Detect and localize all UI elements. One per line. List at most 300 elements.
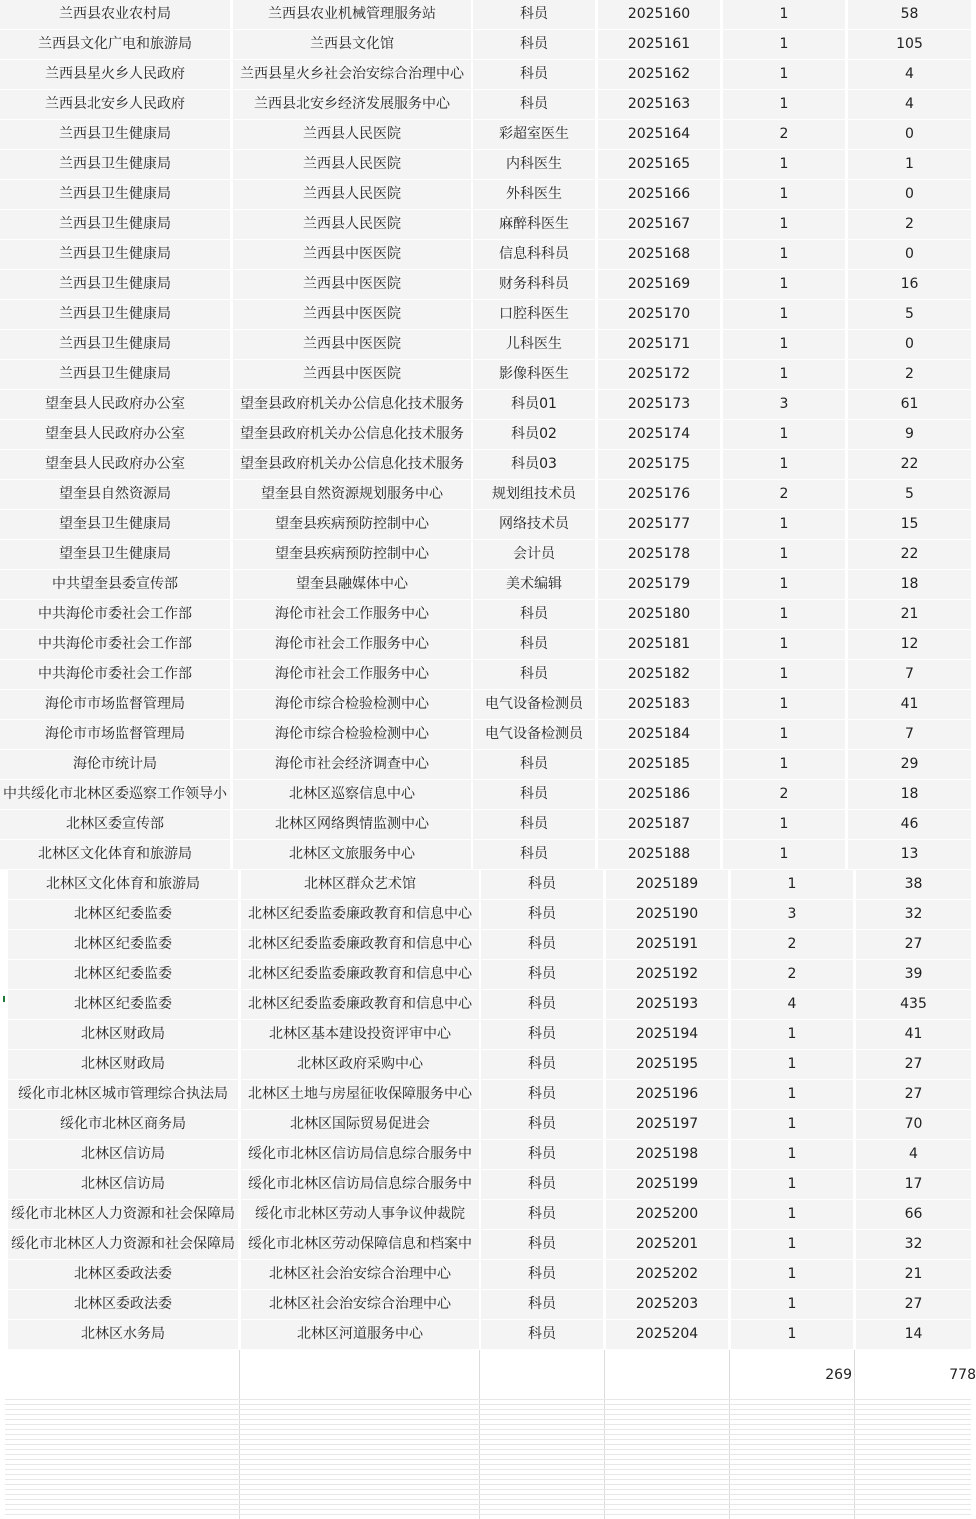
department-cell[interactable]: 北林区纪委监委 — [8, 960, 238, 989]
applicants-cell[interactable]: 46 — [848, 810, 971, 839]
unit-cell[interactable]: 兰西县北安乡经济发展服务中心 — [233, 90, 471, 119]
table-row — [0, 270, 971, 299]
code-cell[interactable]: 2025186 — [598, 780, 720, 809]
department-cell[interactable]: 兰西县农业农村局 — [0, 0, 230, 29]
department-cell[interactable]: 北林区文化体育和旅游局 — [8, 870, 238, 899]
department-cell[interactable]: 海伦市市场监督管理局 — [0, 720, 230, 749]
unit-cell[interactable]: 绥化市北林区信访局信息综合服务中 — [241, 1140, 479, 1169]
table-row — [0, 990, 971, 1019]
applicants-cell[interactable]: 0 — [848, 240, 971, 269]
code-cell[interactable]: 2025194 — [606, 1020, 728, 1049]
position-cell[interactable]: 信息科科员 — [473, 240, 595, 269]
position-cell[interactable]: 影像科医生 — [473, 360, 595, 389]
position-cell[interactable]: 科员 — [481, 1290, 603, 1319]
position-cell[interactable]: 科员 — [481, 930, 603, 959]
openings-cell[interactable]: 1 — [723, 240, 845, 269]
unit-cell[interactable]: 海伦市综合检验检测中心 — [233, 720, 471, 749]
table-row — [0, 660, 971, 689]
code-cell[interactable]: 2025188 — [598, 840, 720, 869]
code-cell[interactable]: 2025184 — [598, 720, 720, 749]
table-row — [0, 1320, 971, 1349]
code-cell[interactable]: 2025200 — [606, 1200, 728, 1229]
applicants-cell[interactable]: 18 — [848, 570, 971, 599]
unit-cell[interactable]: 海伦市社会工作服务中心 — [233, 660, 471, 689]
department-cell[interactable]: 绥化市北林区城市管理综合执法局 — [8, 1080, 238, 1109]
table-row — [0, 960, 971, 989]
department-cell[interactable]: 兰西县卫生健康局 — [0, 120, 230, 149]
department-cell[interactable]: 望奎县人民政府办公室 — [0, 390, 230, 419]
code-cell[interactable]: 2025181 — [598, 630, 720, 659]
applicants-cell[interactable]: 4 — [856, 1140, 971, 1169]
position-cell[interactable]: 科员 — [473, 90, 595, 119]
openings-cell[interactable]: 1 — [723, 690, 845, 719]
position-cell[interactable]: 科员02 — [473, 420, 595, 449]
code-cell[interactable]: 2025191 — [606, 930, 728, 959]
applicants-cell[interactable]: 66 — [856, 1200, 971, 1229]
unit-cell[interactable]: 绥化市北林区劳动保障信息和档案中 — [241, 1230, 479, 1259]
unit-cell[interactable]: 北林区纪委监委廉政教育和信息中心 — [241, 900, 479, 929]
table-row — [0, 150, 971, 179]
code-cell[interactable]: 2025193 — [606, 990, 728, 1019]
openings-cell[interactable]: 1 — [723, 210, 845, 239]
table-row — [0, 0, 971, 29]
code-cell[interactable]: 2025166 — [598, 180, 720, 209]
department-cell[interactable]: 北林区委宣传部 — [0, 810, 230, 839]
applicants-cell[interactable]: 27 — [856, 1050, 971, 1079]
unit-cell[interactable]: 兰西县人民医院 — [233, 180, 471, 209]
applicants-cell[interactable]: 4 — [848, 60, 971, 89]
table-row — [0, 1230, 971, 1259]
table-row — [0, 60, 971, 89]
applicants-cell[interactable]: 29 — [848, 750, 971, 779]
openings-cell[interactable]: 1 — [731, 1140, 853, 1169]
unit-cell[interactable]: 兰西县文化馆 — [233, 30, 471, 59]
department-cell[interactable]: 绥化市北林区商务局 — [8, 1110, 238, 1139]
unit-cell[interactable]: 兰西县中医医院 — [233, 270, 471, 299]
table-row — [0, 1200, 971, 1229]
applicants-cell[interactable]: 41 — [848, 690, 971, 719]
unit-cell[interactable]: 望奎县政府机关办公信息化技术服务 — [233, 390, 471, 419]
openings-cell[interactable]: 1 — [731, 1080, 853, 1109]
position-cell[interactable]: 财务科科员 — [473, 270, 595, 299]
openings-cell[interactable]: 2 — [723, 480, 845, 509]
openings-cell[interactable]: 1 — [723, 840, 845, 869]
code-cell[interactable]: 2025183 — [598, 690, 720, 719]
applicants-cell[interactable]: 0 — [848, 330, 971, 359]
department-cell[interactable]: 兰西县卫生健康局 — [0, 360, 230, 389]
unit-cell[interactable]: 绥化市北林区信访局信息综合服务中 — [241, 1170, 479, 1199]
unit-cell[interactable]: 海伦市社会经济调查中心 — [233, 750, 471, 779]
position-cell[interactable]: 内科医生 — [473, 150, 595, 179]
unit-cell[interactable]: 望奎县疾病预防控制中心 — [233, 540, 471, 569]
applicants-cell[interactable]: 4 — [848, 90, 971, 119]
applicants-cell[interactable]: 17 — [856, 1170, 971, 1199]
department-cell[interactable]: 望奎县自然资源局 — [0, 480, 230, 509]
openings-cell[interactable]: 1 — [723, 660, 845, 689]
openings-cell[interactable]: 3 — [731, 900, 853, 929]
table-row — [0, 510, 971, 539]
table-row — [0, 330, 971, 359]
department-cell[interactable]: 北林区文化体育和旅游局 — [0, 840, 230, 869]
position-cell[interactable]: 科员 — [473, 30, 595, 59]
openings-cell[interactable]: 1 — [723, 450, 845, 479]
department-cell[interactable]: 望奎县人民政府办公室 — [0, 450, 230, 479]
department-cell[interactable]: 中共绥化市北林区委巡察工作领导小 — [0, 780, 230, 809]
position-cell[interactable]: 科员 — [481, 1200, 603, 1229]
code-cell[interactable]: 2025203 — [606, 1290, 728, 1319]
applicants-cell[interactable]: 39 — [856, 960, 971, 989]
position-cell[interactable]: 科员 — [481, 1140, 603, 1169]
openings-cell[interactable]: 1 — [723, 810, 845, 839]
department-cell[interactable]: 望奎县卫生健康局 — [0, 540, 230, 569]
position-cell[interactable]: 科员 — [481, 870, 603, 899]
openings-cell[interactable]: 1 — [731, 1020, 853, 1049]
openings-cell[interactable]: 2 — [723, 780, 845, 809]
unit-cell[interactable]: 北林区河道服务中心 — [241, 1320, 479, 1349]
table-row — [0, 810, 971, 839]
openings-cell[interactable]: 1 — [723, 720, 845, 749]
table-row — [0, 390, 971, 419]
position-cell[interactable]: 科员 — [481, 990, 603, 1019]
openings-cell[interactable]: 1 — [723, 330, 845, 359]
applicants-cell[interactable]: 15 — [848, 510, 971, 539]
applicants-cell[interactable]: 70 — [856, 1110, 971, 1139]
position-cell[interactable]: 科员 — [481, 900, 603, 929]
department-cell[interactable]: 中共海伦市委社会工作部 — [0, 630, 230, 659]
applicants-cell[interactable]: 2 — [848, 360, 971, 389]
code-cell[interactable]: 2025201 — [606, 1230, 728, 1259]
department-cell[interactable]: 兰西县卫生健康局 — [0, 300, 230, 329]
code-cell[interactable]: 2025168 — [598, 240, 720, 269]
table-row — [0, 450, 971, 479]
department-cell[interactable]: 北林区水务局 — [8, 1320, 238, 1349]
department-cell[interactable]: 兰西县北安乡人民政府 — [0, 90, 230, 119]
department-cell[interactable]: 兰西县卫生健康局 — [0, 180, 230, 209]
unit-cell[interactable]: 北林区文旅服务中心 — [233, 840, 471, 869]
unit-cell[interactable]: 兰西县中医医院 — [233, 300, 471, 329]
code-cell[interactable]: 2025202 — [606, 1260, 728, 1289]
unit-cell[interactable]: 望奎县政府机关办公信息化技术服务 — [233, 420, 471, 449]
code-cell[interactable]: 2025171 — [598, 330, 720, 359]
unit-cell[interactable]: 北林区基本建设投资评审中心 — [241, 1020, 479, 1049]
openings-cell[interactable]: 1 — [723, 30, 845, 59]
department-cell[interactable]: 兰西县卫生健康局 — [0, 240, 230, 269]
total-positions-cell[interactable] — [730, 1352, 852, 1398]
unit-cell[interactable]: 望奎县政府机关办公信息化技术服务 — [233, 450, 471, 479]
applicants-cell[interactable]: 22 — [848, 540, 971, 569]
unit-cell[interactable]: 海伦市综合检验检测中心 — [233, 690, 471, 719]
applicants-cell[interactable]: 5 — [848, 300, 971, 329]
unit-cell[interactable]: 兰西县星火乡社会治安综合治理中心 — [233, 60, 471, 89]
position-cell[interactable]: 科员 — [473, 600, 595, 629]
applicants-cell[interactable]: 2 — [848, 210, 971, 239]
position-cell[interactable]: 会计员 — [473, 540, 595, 569]
unit-cell[interactable]: 望奎县融媒体中心 — [233, 570, 471, 599]
position-cell[interactable]: 麻醉科医生 — [473, 210, 595, 239]
position-cell[interactable]: 科员 — [481, 1260, 603, 1289]
applicants-cell[interactable]: 0 — [848, 120, 971, 149]
department-cell[interactable]: 兰西县卫生健康局 — [0, 270, 230, 299]
code-cell[interactable]: 2025167 — [598, 210, 720, 239]
table-row — [0, 240, 971, 269]
unit-cell[interactable]: 兰西县人民医院 — [233, 150, 471, 179]
applicants-cell[interactable]: 12 — [848, 630, 971, 659]
position-cell[interactable]: 彩超室医生 — [473, 120, 595, 149]
applicants-cell[interactable]: 27 — [856, 930, 971, 959]
unit-cell[interactable]: 兰西县人民医院 — [233, 120, 471, 149]
code-cell[interactable]: 2025179 — [598, 570, 720, 599]
position-cell[interactable]: 口腔科医生 — [473, 300, 595, 329]
code-cell[interactable]: 2025172 — [598, 360, 720, 389]
openings-cell[interactable]: 3 — [723, 390, 845, 419]
openings-cell[interactable]: 2 — [731, 930, 853, 959]
department-cell[interactable]: 兰西县卫生健康局 — [0, 330, 230, 359]
unit-cell[interactable]: 兰西县农业机械管理服务站 — [233, 0, 471, 29]
code-cell[interactable]: 2025189 — [606, 870, 728, 899]
code-cell[interactable]: 2025165 — [598, 150, 720, 179]
unit-cell[interactable]: 兰西县中医医院 — [233, 240, 471, 269]
openings-cell[interactable]: 1 — [723, 600, 845, 629]
applicants-cell[interactable]: 21 — [848, 600, 971, 629]
unit-cell[interactable]: 北林区纪委监委廉政教育和信息中心 — [241, 960, 479, 989]
code-cell[interactable]: 2025177 — [598, 510, 720, 539]
unit-cell[interactable]: 北林区政府采购中心 — [241, 1050, 479, 1079]
position-cell[interactable]: 科员 — [481, 1320, 603, 1349]
department-cell[interactable]: 北林区委政法委 — [8, 1290, 238, 1319]
position-cell[interactable]: 科员 — [473, 750, 595, 779]
department-cell[interactable]: 北林区纪委监委 — [8, 900, 238, 929]
openings-cell[interactable]: 1 — [731, 1320, 853, 1349]
applicants-cell[interactable]: 7 — [848, 660, 971, 689]
openings-cell[interactable]: 1 — [731, 1200, 853, 1229]
department-cell[interactable]: 北林区委政法委 — [8, 1260, 238, 1289]
department-cell[interactable]: 中共望奎县委宣传部 — [0, 570, 230, 599]
openings-cell[interactable]: 1 — [723, 90, 845, 119]
code-cell[interactable]: 2025163 — [598, 90, 720, 119]
code-cell[interactable]: 2025176 — [598, 480, 720, 509]
department-cell[interactable]: 绥化市北林区人力资源和社会保障局 — [8, 1230, 238, 1259]
applicants-cell[interactable]: 58 — [848, 0, 971, 29]
code-cell[interactable]: 2025199 — [606, 1170, 728, 1199]
openings-cell[interactable]: 1 — [731, 1110, 853, 1139]
unit-cell[interactable]: 北林区纪委监委廉政教育和信息中心 — [241, 930, 479, 959]
table-row — [0, 180, 971, 209]
department-cell[interactable]: 兰西县卫生健康局 — [0, 210, 230, 239]
unit-cell[interactable]: 北林区巡察信息中心 — [233, 780, 471, 809]
department-cell[interactable]: 海伦市统计局 — [0, 750, 230, 779]
position-cell[interactable]: 规划组技术员 — [473, 480, 595, 509]
code-cell[interactable]: 2025204 — [606, 1320, 728, 1349]
table-row — [0, 1020, 971, 1049]
code-cell[interactable]: 2025161 — [598, 30, 720, 59]
applicants-cell[interactable]: 38 — [856, 870, 971, 899]
position-cell[interactable]: 科员 — [481, 1170, 603, 1199]
openings-cell[interactable]: 1 — [731, 870, 853, 899]
unit-cell[interactable]: 北林区网络舆情监测中心 — [233, 810, 471, 839]
position-cell[interactable]: 科员01 — [473, 390, 595, 419]
unit-cell[interactable]: 海伦市社会工作服务中心 — [233, 600, 471, 629]
code-cell[interactable]: 2025175 — [598, 450, 720, 479]
department-cell[interactable]: 北林区信访局 — [8, 1170, 238, 1199]
openings-cell[interactable]: 1 — [731, 1260, 853, 1289]
department-cell[interactable]: 北林区财政局 — [8, 1050, 238, 1079]
unit-cell[interactable]: 北林区国际贸易促进会 — [241, 1110, 479, 1139]
openings-cell[interactable]: 2 — [731, 960, 853, 989]
applicants-cell[interactable]: 0 — [848, 180, 971, 209]
unit-cell[interactable]: 北林区土地与房屋征收保障服务中心 — [241, 1080, 479, 1109]
applicants-cell[interactable]: 32 — [856, 900, 971, 929]
code-cell[interactable]: 2025180 — [598, 600, 720, 629]
code-cell[interactable]: 2025195 — [606, 1050, 728, 1079]
openings-cell[interactable]: 1 — [731, 1050, 853, 1079]
department-cell[interactable]: 绥化市北林区人力资源和社会保障局 — [8, 1200, 238, 1229]
position-cell[interactable]: 儿科医生 — [473, 330, 595, 359]
code-cell[interactable]: 2025160 — [598, 0, 720, 29]
department-cell[interactable]: 北林区信访局 — [8, 1140, 238, 1169]
department-cell[interactable]: 海伦市市场监督管理局 — [0, 690, 230, 719]
code-cell[interactable]: 2025169 — [598, 270, 720, 299]
table-row — [0, 1140, 971, 1169]
unit-cell[interactable]: 北林区社会治安综合治理中心 — [241, 1290, 479, 1319]
openings-cell[interactable]: 1 — [723, 540, 845, 569]
position-cell[interactable]: 科员 — [473, 60, 595, 89]
position-cell[interactable]: 科员 — [473, 630, 595, 659]
applicants-cell[interactable]: 41 — [856, 1020, 971, 1049]
openings-cell[interactable]: 1 — [723, 150, 845, 179]
unit-cell[interactable]: 望奎县自然资源规划服务中心 — [233, 480, 471, 509]
position-cell[interactable]: 科员 — [473, 840, 595, 869]
openings-cell[interactable]: 4 — [731, 990, 853, 1019]
table-row — [0, 690, 971, 719]
position-cell[interactable]: 电气设备检测员 — [473, 720, 595, 749]
table-row — [0, 300, 971, 329]
openings-cell[interactable]: 1 — [723, 180, 845, 209]
applicants-cell[interactable]: 5 — [848, 480, 971, 509]
position-cell[interactable]: 科员 — [481, 1230, 603, 1259]
table-row — [0, 570, 971, 599]
code-cell[interactable]: 2025190 — [606, 900, 728, 929]
position-cell[interactable]: 科员 — [473, 0, 595, 29]
position-cell[interactable]: 科员 — [473, 780, 595, 809]
applicants-cell[interactable]: 21 — [856, 1260, 971, 1289]
position-cell[interactable]: 科员03 — [473, 450, 595, 479]
applicants-cell[interactable]: 22 — [848, 450, 971, 479]
code-cell[interactable]: 2025162 — [598, 60, 720, 89]
openings-cell[interactable]: 1 — [723, 60, 845, 89]
openings-cell[interactable]: 1 — [723, 510, 845, 539]
applicants-cell[interactable]: 18 — [848, 780, 971, 809]
department-cell[interactable]: 中共海伦市委社会工作部 — [0, 660, 230, 689]
applicants-cell[interactable]: 61 — [848, 390, 971, 419]
openings-cell[interactable]: 1 — [731, 1230, 853, 1259]
openings-cell[interactable]: 1 — [723, 300, 845, 329]
openings-cell[interactable]: 1 — [723, 360, 845, 389]
position-cell[interactable]: 科员 — [481, 1080, 603, 1109]
department-cell[interactable]: 望奎县人民政府办公室 — [0, 420, 230, 449]
applicants-cell[interactable]: 27 — [856, 1080, 971, 1109]
department-cell[interactable]: 兰西县卫生健康局 — [0, 150, 230, 179]
table-row — [0, 1110, 971, 1139]
position-cell[interactable]: 科员 — [481, 960, 603, 989]
department-cell[interactable]: 中共海伦市委社会工作部 — [0, 600, 230, 629]
openings-cell[interactable]: 1 — [723, 750, 845, 779]
table-row — [0, 1080, 971, 1109]
applicants-cell[interactable]: 105 — [848, 30, 971, 59]
applicants-cell[interactable]: 27 — [856, 1290, 971, 1319]
position-cell[interactable]: 科员 — [481, 1020, 603, 1049]
position-cell[interactable]: 外科医生 — [473, 180, 595, 209]
openings-cell[interactable]: 1 — [723, 630, 845, 659]
department-cell[interactable]: 望奎县卫生健康局 — [0, 510, 230, 539]
total-applicants-cell[interactable] — [855, 1352, 976, 1398]
code-cell[interactable]: 2025185 — [598, 750, 720, 779]
unit-cell[interactable]: 绥化市北林区劳动人事争议仲裁院 — [241, 1200, 479, 1229]
applicants-cell[interactable]: 32 — [856, 1230, 971, 1259]
unit-cell[interactable]: 北林区群众艺术馆 — [241, 870, 479, 899]
applicants-cell[interactable]: 16 — [848, 270, 971, 299]
code-cell[interactable]: 2025178 — [598, 540, 720, 569]
code-cell[interactable]: 2025182 — [598, 660, 720, 689]
code-cell[interactable]: 2025197 — [606, 1110, 728, 1139]
openings-cell[interactable]: 2 — [723, 120, 845, 149]
openings-cell[interactable]: 1 — [731, 1170, 853, 1199]
table-row — [0, 1050, 971, 1079]
position-cell[interactable]: 科员 — [481, 1050, 603, 1079]
applicants-cell[interactable]: 14 — [856, 1320, 971, 1349]
code-cell[interactable]: 2025174 — [598, 420, 720, 449]
unit-cell[interactable]: 北林区纪委监委廉政教育和信息中心 — [241, 990, 479, 1019]
applicants-cell[interactable]: 13 — [848, 840, 971, 869]
code-cell[interactable]: 2025164 — [598, 120, 720, 149]
code-cell[interactable]: 2025173 — [598, 390, 720, 419]
position-cell[interactable]: 科员 — [473, 660, 595, 689]
position-cell[interactable]: 美术编辑 — [473, 570, 595, 599]
openings-cell[interactable]: 1 — [723, 0, 845, 29]
unit-cell[interactable]: 兰西县人民医院 — [233, 210, 471, 239]
code-cell[interactable]: 2025170 — [598, 300, 720, 329]
unit-cell[interactable]: 望奎县疾病预防控制中心 — [233, 510, 471, 539]
openings-cell[interactable]: 1 — [731, 1290, 853, 1319]
applicants-cell[interactable]: 435 — [856, 990, 971, 1019]
table-row — [0, 720, 971, 749]
unit-cell[interactable]: 兰西县中医医院 — [233, 360, 471, 389]
applicants-cell[interactable]: 7 — [848, 720, 971, 749]
position-cell[interactable]: 科员 — [481, 1110, 603, 1139]
applicants-cell[interactable]: 1 — [848, 150, 971, 179]
position-cell[interactable]: 网络技术员 — [473, 510, 595, 539]
unit-cell[interactable]: 兰西县中医医院 — [233, 330, 471, 359]
table-row — [0, 30, 971, 59]
code-cell[interactable]: 2025198 — [606, 1140, 728, 1169]
code-cell[interactable]: 2025187 — [598, 810, 720, 839]
department-cell[interactable]: 北林区纪委监委 — [8, 990, 238, 1019]
department-cell[interactable]: 兰西县文化广电和旅游局 — [0, 30, 230, 59]
unit-cell[interactable]: 海伦市社会工作服务中心 — [233, 630, 471, 659]
code-cell[interactable]: 2025196 — [606, 1080, 728, 1109]
applicants-cell[interactable]: 9 — [848, 420, 971, 449]
unit-cell[interactable]: 北林区社会治安综合治理中心 — [241, 1260, 479, 1289]
openings-cell[interactable]: 1 — [723, 270, 845, 299]
department-cell[interactable]: 兰西县星火乡人民政府 — [0, 60, 230, 89]
code-cell[interactable]: 2025192 — [606, 960, 728, 989]
position-cell[interactable]: 科员 — [473, 810, 595, 839]
position-cell[interactable]: 电气设备检测员 — [473, 690, 595, 719]
table-row — [0, 630, 971, 659]
openings-cell[interactable]: 1 — [723, 570, 845, 599]
department-cell[interactable]: 北林区财政局 — [8, 1020, 238, 1049]
department-cell[interactable]: 北林区纪委监委 — [8, 930, 238, 959]
openings-cell[interactable]: 1 — [723, 420, 845, 449]
